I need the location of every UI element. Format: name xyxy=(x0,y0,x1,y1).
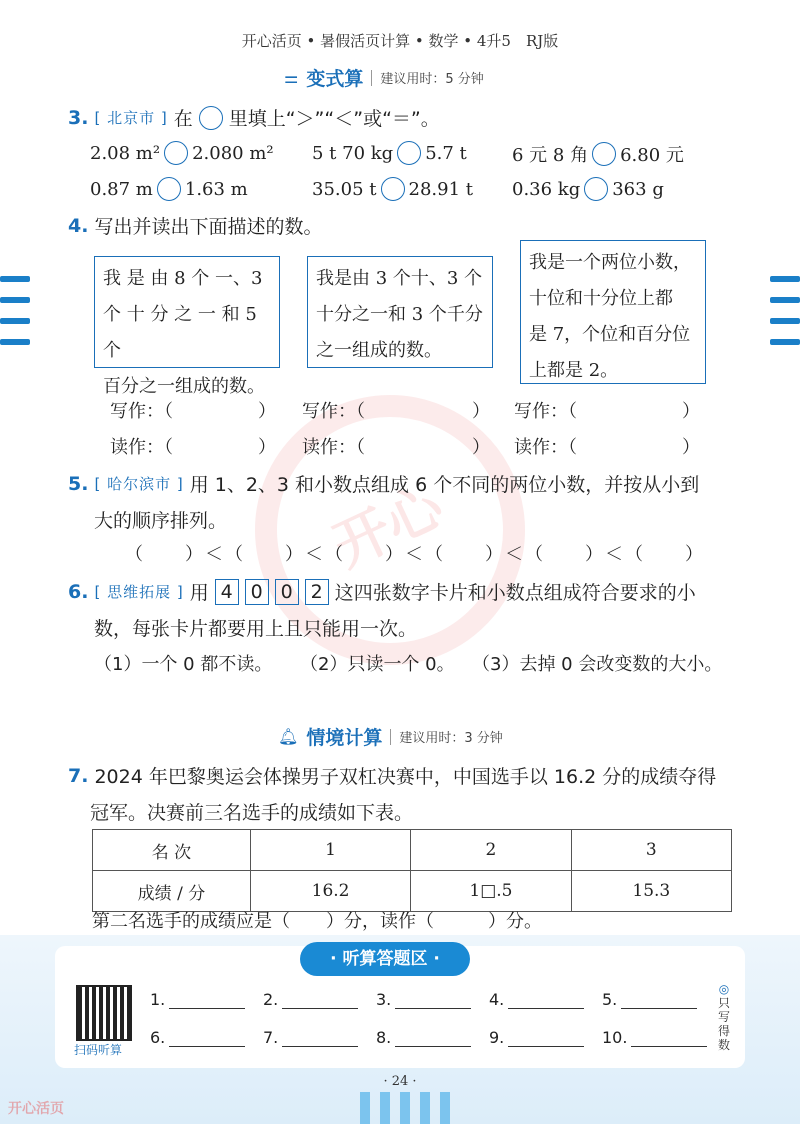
compare-left: 6 元 8 角 xyxy=(512,145,589,166)
right-side-decoration xyxy=(770,276,800,360)
section-variant-header xyxy=(284,64,484,91)
section-variant-hint: 建议用时：5 分钟 xyxy=(380,72,484,87)
answer-circle[interactable] xyxy=(584,177,608,201)
answer-line xyxy=(508,1030,584,1047)
compare-circle xyxy=(199,106,223,130)
footer-bars xyxy=(360,1092,450,1124)
question-text-line2: 大的顺序排列。 xyxy=(94,510,228,532)
digit-card: 0 xyxy=(245,579,269,605)
table-cell: 3 xyxy=(571,830,731,871)
question-text-line2: 数，每张卡片都要用上且只能用一次。 xyxy=(94,618,418,640)
table-cell: 2 xyxy=(411,830,571,871)
question-text-line2: 冠军。决赛前三名选手的成绩如下表。 xyxy=(90,802,414,824)
compare-item xyxy=(312,177,473,201)
answer-line xyxy=(395,1030,471,1047)
page-header: 开心活页 • 暑假活页计算 • 数学 • 4升5 RJ版 xyxy=(241,32,559,50)
compare-item xyxy=(312,141,467,165)
answer-line xyxy=(282,992,358,1009)
box-line: 个 十 分 之 一 和 5 个 xyxy=(103,304,257,361)
question-text: 用 1、2、3 和小数点组成 6 个不同的两位小数，并按从小到 xyxy=(189,474,700,496)
compare-right: 1.63 m xyxy=(184,178,248,200)
q6-part-3: （3）去掉 0 会改变数的大小。 xyxy=(472,654,723,675)
answer-slot-9[interactable] xyxy=(489,1028,584,1047)
question-text: 写出并读出下面描述的数。 xyxy=(94,216,323,238)
compare-right: 2.080 m² xyxy=(192,142,274,164)
question-number: 4. xyxy=(68,214,89,237)
box-line: 百分之一组成的数。 xyxy=(103,376,265,397)
read-label: 读作：（ xyxy=(302,437,365,458)
headphone-icon: ◎ xyxy=(718,982,730,996)
question-tag: [ 北京市 ] xyxy=(94,109,168,127)
answer-slot-1[interactable] xyxy=(150,990,245,1009)
box-line: 十位和十分位上都 xyxy=(529,288,673,309)
section-context-header xyxy=(278,723,503,750)
answer-number: 1. xyxy=(150,990,166,1009)
compare-right: 28.91 t xyxy=(408,178,473,200)
answer-number: 5. xyxy=(602,990,618,1009)
digit-card: 4 xyxy=(215,579,239,605)
question-4 xyxy=(68,212,322,239)
compare-left: 5 t 70 kg xyxy=(312,142,394,164)
question-text: 这四张数字卡片和小数点组成符合要求的小 xyxy=(334,582,696,604)
compare-left: 0.87 m xyxy=(90,178,153,200)
divider xyxy=(371,70,372,86)
order-row: （ ）＜（ ）＜（ ）＜（ ）＜（ ）＜（ ） xyxy=(125,544,705,565)
question-number: 5. xyxy=(68,472,89,495)
compare-left: 0.36 kg xyxy=(512,178,581,200)
question-number: 6. xyxy=(68,580,89,603)
table-cell: 1□.5 xyxy=(411,871,571,912)
question-text: 2024 年巴黎奥运会体操男子双杠决赛中，中国选手以 16.2 分的成绩夺得 xyxy=(94,766,717,788)
question-tag: [ 哈尔滨市 ] xyxy=(94,475,184,493)
table-cell: 15.3 xyxy=(571,871,731,912)
answer-number: 2. xyxy=(263,990,279,1009)
page-number: · 24 · xyxy=(383,1074,417,1089)
table-cell: 1 xyxy=(250,830,410,871)
watermark-logo: 开心 xyxy=(211,351,570,710)
write-label: 写作：（ xyxy=(302,401,365,422)
write-label: 写作：（ xyxy=(514,401,577,422)
answer-slot-4[interactable] xyxy=(489,990,584,1009)
score-table xyxy=(92,829,732,912)
close-paren: ） xyxy=(258,437,276,458)
answer-line xyxy=(395,992,471,1009)
qr-code[interactable] xyxy=(76,985,132,1041)
description-box-3 xyxy=(520,240,706,384)
answer-circle[interactable] xyxy=(157,177,181,201)
read-label: 读作：（ xyxy=(514,437,577,458)
question-text: 在 xyxy=(173,108,193,130)
answer-circle[interactable] xyxy=(592,142,616,166)
q6-part-2: （2）只读一个 0。 xyxy=(300,654,455,675)
bell-icon: 🔔︎ xyxy=(278,727,299,746)
box-line: 上都是 2。 xyxy=(529,360,619,381)
table-row xyxy=(93,830,732,871)
answer-slot-10[interactable] xyxy=(602,1028,707,1047)
q6-part-1: （1）一个 0 都不读。 xyxy=(94,654,273,675)
answer-number: 4. xyxy=(489,990,505,1009)
close-paren: ） xyxy=(682,437,700,458)
write-label: 写作：（ xyxy=(110,401,173,422)
answer-circle[interactable] xyxy=(397,141,421,165)
answer-line xyxy=(169,1030,245,1047)
compare-left: 35.05 t xyxy=(312,178,377,200)
box-line: 我是一个两位小数， xyxy=(529,252,691,273)
compare-left: 2.08 m² xyxy=(90,142,161,164)
box-line: 我 是 由 8 个 一、3 xyxy=(103,268,263,289)
description-box-2 xyxy=(307,256,493,368)
question-text: 里填上“＞”“＜”或“＝”。 xyxy=(228,108,440,130)
answer-slot-3[interactable] xyxy=(376,990,471,1009)
answer-circle[interactable] xyxy=(164,141,188,165)
close-paren: ） xyxy=(472,401,490,422)
answer-number: 6. xyxy=(150,1028,166,1047)
question-5 xyxy=(68,470,699,497)
answer-line xyxy=(282,1030,358,1047)
answer-slot-5[interactable] xyxy=(602,990,697,1009)
question-text: 用 xyxy=(189,582,209,604)
sliders-icon: ⚌ xyxy=(284,68,299,87)
compare-right: 5.7 t xyxy=(425,142,467,164)
answer-number: 9. xyxy=(489,1028,505,1047)
side-note: 只写得数 xyxy=(717,996,730,1052)
question-7 xyxy=(68,762,716,789)
answer-line xyxy=(169,992,245,1009)
question-number: 3. xyxy=(68,106,89,129)
divider xyxy=(390,729,391,745)
section-context-hint: 建议用时：3 分钟 xyxy=(399,731,503,746)
answer-line xyxy=(621,992,697,1009)
table-row xyxy=(93,871,732,912)
answer-slot-2[interactable] xyxy=(263,990,358,1009)
table-header-cell: 成绩 / 分 xyxy=(93,871,251,912)
footer-logo: 开心活页 xyxy=(8,1101,64,1117)
answer-number: 10. xyxy=(602,1028,628,1047)
box-line: 是 7，个位和百分位 xyxy=(529,324,691,345)
answer-line xyxy=(631,1030,707,1047)
description-box-1 xyxy=(94,256,280,397)
section-variant-title: 变式算 xyxy=(306,68,364,90)
close-paren: ） xyxy=(472,437,490,458)
table-cell: 16.2 xyxy=(250,871,410,912)
table-header-cell: 名 次 xyxy=(93,830,251,871)
digit-card: 2 xyxy=(305,579,329,605)
compare-right: 6.80 元 xyxy=(620,145,684,166)
side-note-area xyxy=(716,982,732,1052)
question-3 xyxy=(68,104,440,131)
answer-number: 7. xyxy=(263,1028,279,1047)
question-number: 7. xyxy=(68,764,89,787)
answer-number: 3. xyxy=(376,990,392,1009)
read-label: 读作：（ xyxy=(110,437,173,458)
qr-label: 扫码听算 xyxy=(74,1043,123,1057)
question-tag: [ 思维拓展 ] xyxy=(94,583,184,601)
box-line: 我是由 3 个十、3 个 xyxy=(316,268,483,289)
compare-item xyxy=(90,141,274,165)
compare-item xyxy=(512,141,684,167)
answer-number: 8. xyxy=(376,1028,392,1047)
digit-card: 0 xyxy=(275,579,299,605)
answer-slot-7[interactable] xyxy=(263,1028,358,1047)
answer-circle[interactable] xyxy=(381,177,405,201)
compare-item xyxy=(512,177,664,201)
close-paren: ） xyxy=(258,401,276,422)
q7-question: 第二名选手的成绩应是（ ）分，读作（ ）分。 xyxy=(92,911,542,932)
section-context-title: 情境计算 xyxy=(306,727,383,749)
compare-right: 363 g xyxy=(612,178,664,200)
close-paren: ） xyxy=(682,401,700,422)
box-line: 十分之一和 3 个千分 xyxy=(316,304,483,325)
box-line: 之一组成的数。 xyxy=(316,340,442,361)
left-side-decoration xyxy=(0,276,30,360)
answer-area-banner: · 听算答题区 · xyxy=(300,942,470,976)
compare-item xyxy=(90,177,248,201)
question-6 xyxy=(68,578,696,605)
answer-line xyxy=(508,992,584,1009)
answer-slot-8[interactable] xyxy=(376,1028,471,1047)
answer-slot-6[interactable] xyxy=(150,1028,245,1047)
